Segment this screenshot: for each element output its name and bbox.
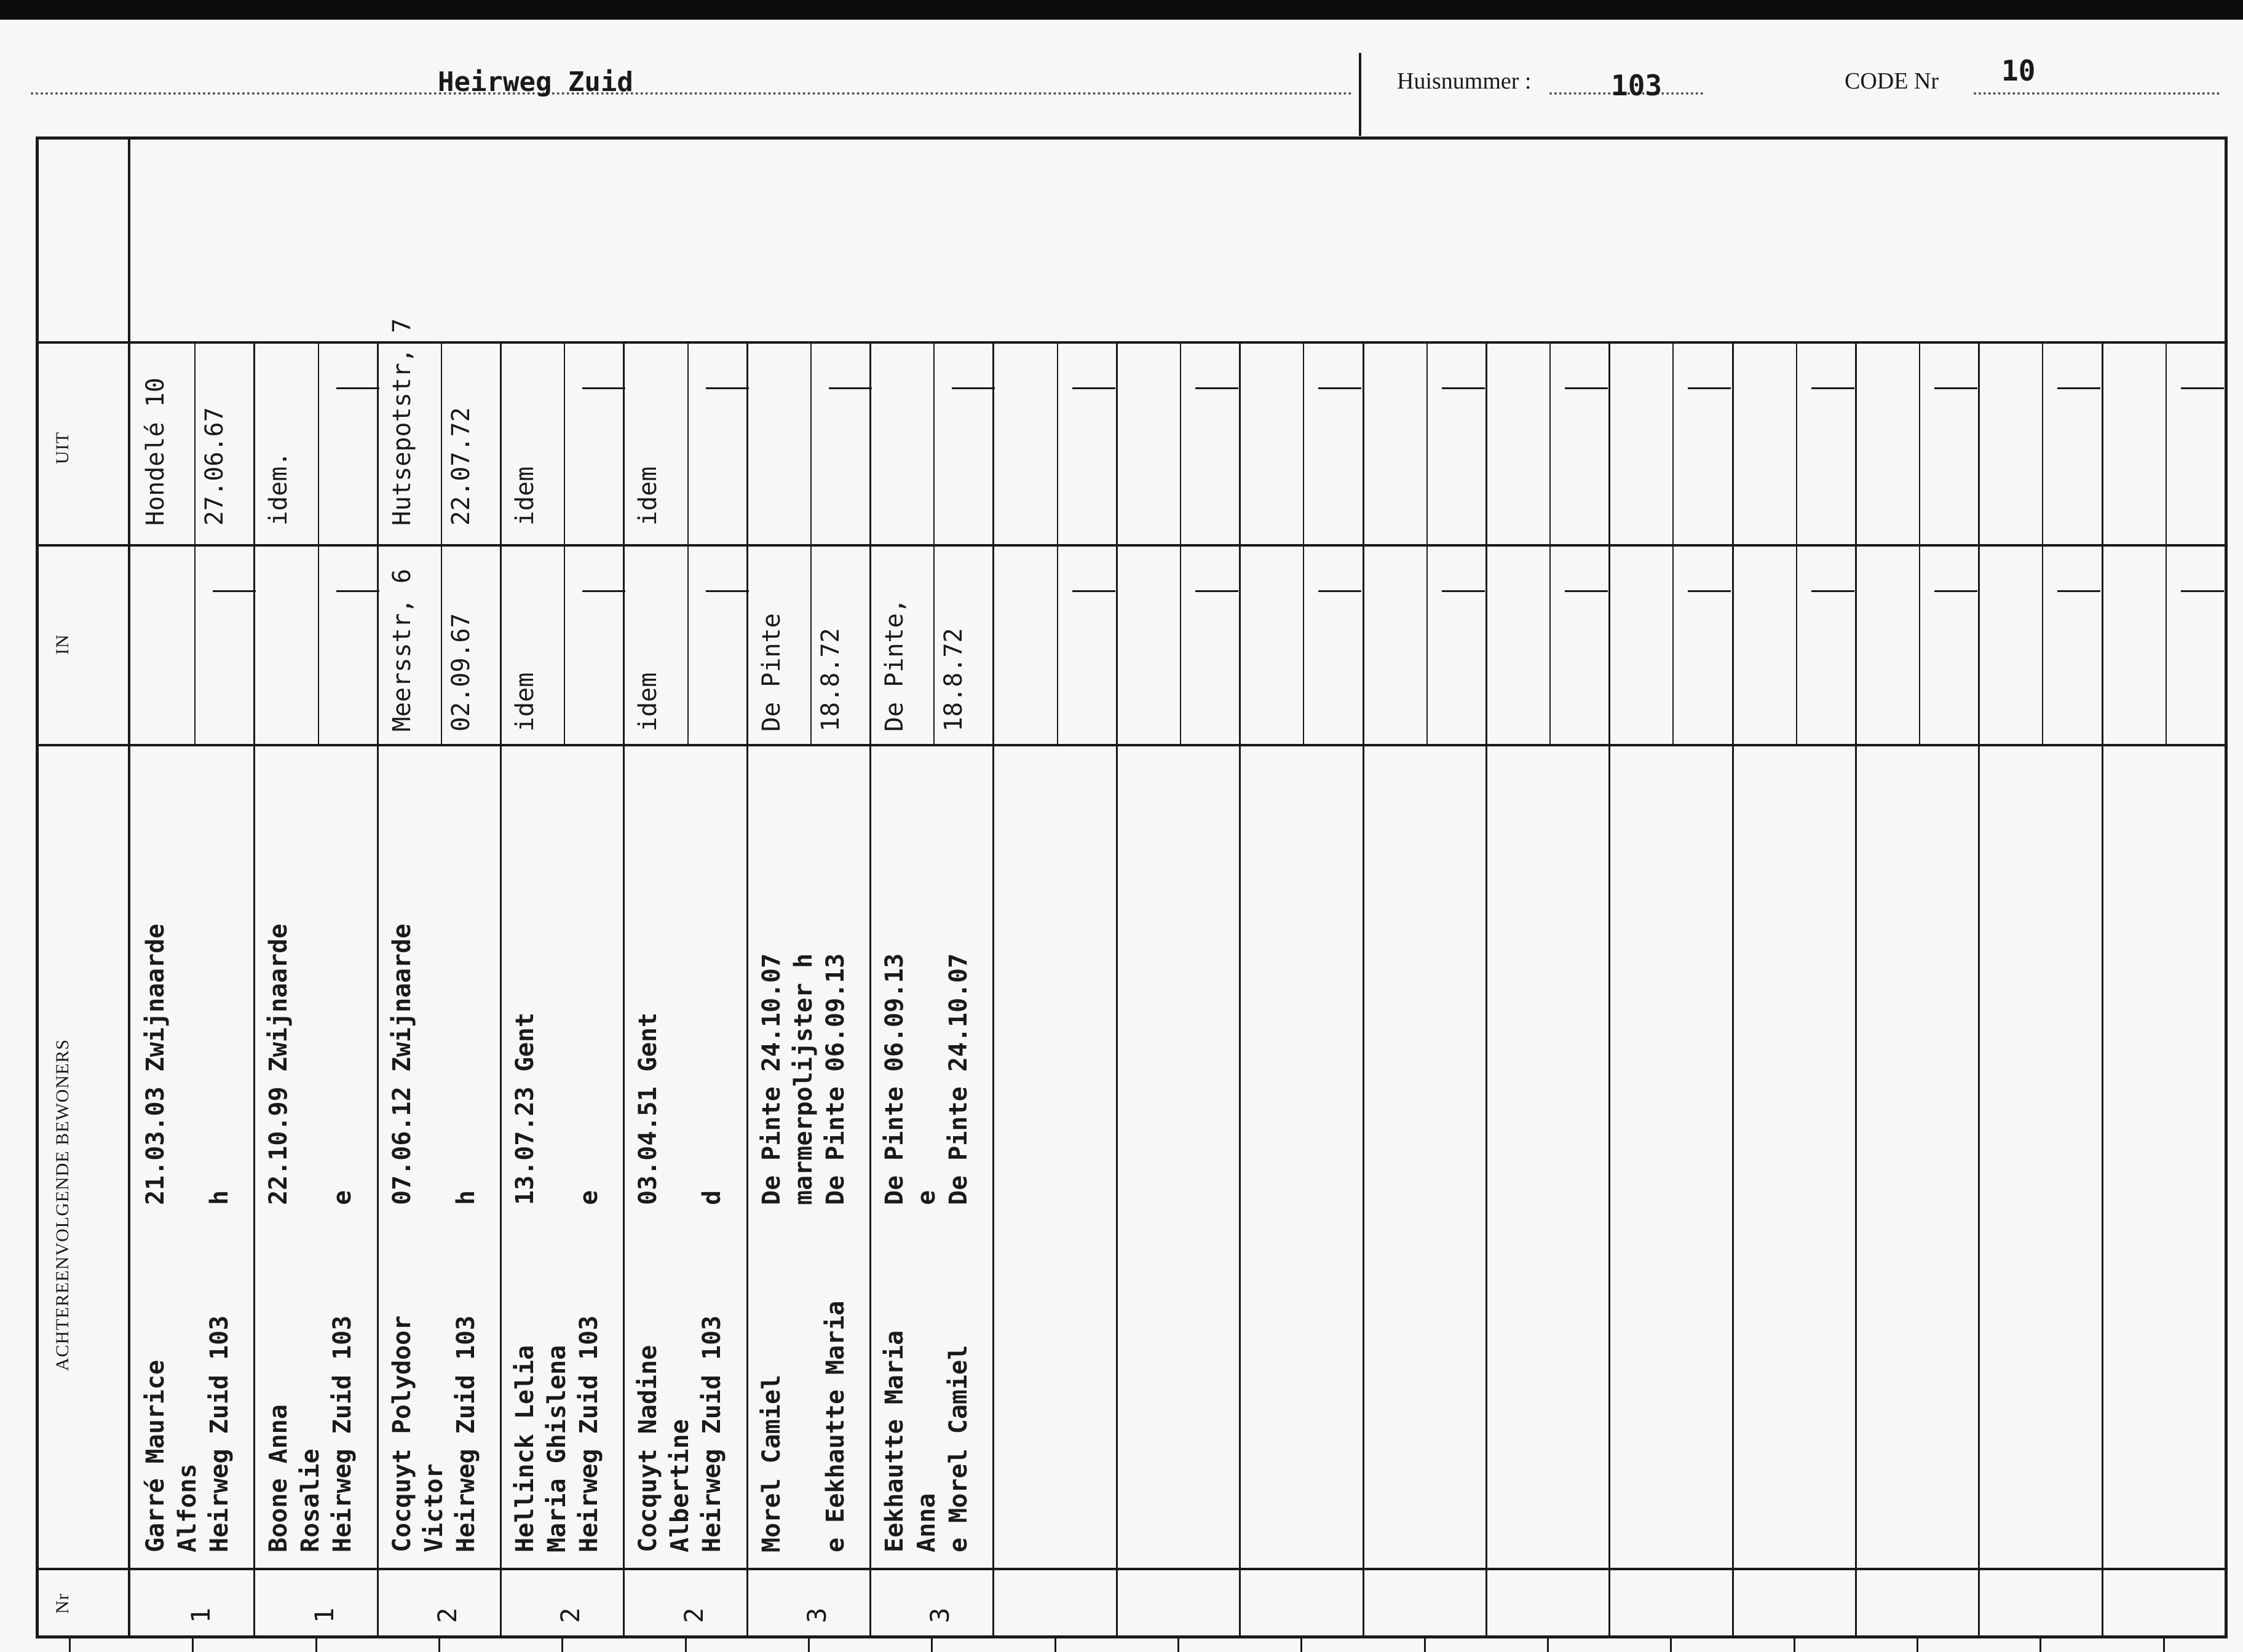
in-subdivider xyxy=(2042,544,2043,744)
resident-birth-line: De Pinte 06.09.13 xyxy=(821,953,850,1205)
uit-date: 27.06.67 xyxy=(200,407,229,526)
frame-bottom-border xyxy=(36,1635,2225,1638)
nr-top-divider xyxy=(36,1568,2225,1570)
resident-name-line: Hellinck Lelia xyxy=(511,1345,540,1552)
uit-subdivider xyxy=(1426,341,1428,544)
resident-birth-line: 07.06.12 Zwijnaarde xyxy=(387,923,416,1205)
in-subdivider xyxy=(687,544,689,744)
entry-number: 1 xyxy=(186,1607,216,1623)
uit-subdivider xyxy=(687,341,689,544)
uit-subdivider xyxy=(1549,341,1551,544)
in-subdivider xyxy=(1549,544,1551,744)
uit-empty-dash xyxy=(1811,387,1854,389)
huisnummer-label: Huisnummer : xyxy=(1397,68,1532,94)
bottom-tick xyxy=(1177,1638,1179,1652)
uit-empty-dash xyxy=(1934,387,1977,389)
uit-subdivider xyxy=(2042,341,2043,544)
in-place: Meersstr, 6 xyxy=(387,569,416,732)
column-divider xyxy=(1978,341,1980,1635)
in-empty-dash xyxy=(706,590,749,592)
in-empty-dash xyxy=(1318,590,1361,592)
in-subdivider xyxy=(810,544,812,744)
in-subdivider xyxy=(1180,544,1181,744)
bottom-tick xyxy=(438,1638,440,1652)
uit-empty-dash xyxy=(706,387,749,389)
uit-subdivider xyxy=(810,341,812,544)
bottom-tick xyxy=(561,1638,563,1652)
column-divider xyxy=(377,341,379,1635)
uit-empty-dash xyxy=(952,387,995,389)
uit-empty-dash xyxy=(1318,387,1361,389)
uit-subdivider xyxy=(564,341,565,544)
resident-birth-line: 03.04.51 Gent xyxy=(634,1012,663,1205)
uit-empty-dash xyxy=(1442,387,1485,389)
resident-name-line: e Morel Camiel xyxy=(944,1345,973,1552)
resident-name-line: Garré Maurice xyxy=(141,1359,170,1552)
column-divider xyxy=(1485,341,1487,1635)
section-label-uit: UIT xyxy=(52,432,73,464)
uit-subdivider xyxy=(441,341,442,544)
section-label-bewoners: ACHTEREENVOLGENDE BEWONERS xyxy=(52,1038,73,1371)
uit-place: Hutsepotstr, 7 xyxy=(387,318,416,526)
resident-name-line: Cocquyt Nadine xyxy=(634,1345,663,1552)
resident-birth-line: d xyxy=(698,1190,727,1205)
resident-name-line: e Eekhautte Maria xyxy=(821,1300,850,1552)
bottom-tick xyxy=(1670,1638,1672,1652)
uit-subdivider xyxy=(1180,341,1181,544)
in-subdivider xyxy=(318,544,319,744)
resident-birth-line: De Pinte 24.10.07 xyxy=(944,953,973,1205)
uit-empty-dash xyxy=(582,387,625,389)
in-subdivider xyxy=(1672,544,1674,744)
column-divider xyxy=(623,341,625,1635)
resident-name-line: Victor xyxy=(419,1463,448,1552)
in-subdivider xyxy=(194,544,196,744)
resident-birth-line: 21.03.03 Zwijnaarde xyxy=(141,923,170,1205)
entry-number: 2 xyxy=(678,1607,709,1623)
uit-empty-dash xyxy=(2057,387,2100,389)
in-empty-dash xyxy=(2181,590,2224,592)
street-name: Heirweg Zuid xyxy=(438,66,633,98)
in-date: 18.8.72 xyxy=(816,628,845,732)
in-subdivider xyxy=(1426,544,1428,744)
entry-number: 2 xyxy=(555,1607,586,1623)
entry-number: 3 xyxy=(801,1607,832,1623)
in-empty-dash xyxy=(1565,590,1608,592)
uit-subdivider xyxy=(1303,341,1304,544)
section-label-in: IN xyxy=(52,634,73,655)
column-divider xyxy=(2102,341,2103,1635)
in-place: idem xyxy=(634,672,663,732)
bottom-tick xyxy=(685,1638,687,1652)
resident-birth-line: e xyxy=(575,1190,604,1205)
resident-birth-line: h xyxy=(205,1190,234,1205)
header-divider xyxy=(1359,53,1361,136)
resident-birth-line: 22.10.99 Zwijnaarde xyxy=(264,923,293,1205)
in-date: 18.8.72 xyxy=(940,628,968,732)
in-place: De Pinte xyxy=(757,613,786,732)
bottom-tick xyxy=(1547,1638,1549,1652)
uit-subdivider xyxy=(318,341,319,544)
scan-top-border xyxy=(0,0,2243,20)
in-empty-dash xyxy=(1811,590,1854,592)
in-empty-dash xyxy=(2057,590,2100,592)
resident-birth-line: e xyxy=(328,1190,357,1205)
uit-empty-dash xyxy=(1072,387,1115,389)
resident-name-line: Cocquyt Polydoor xyxy=(387,1315,416,1552)
uit-empty-dash xyxy=(2181,387,2224,389)
uit-empty-dash xyxy=(829,387,872,389)
frame-top-border xyxy=(36,136,2225,140)
section-label-nr: Nr xyxy=(52,1593,73,1614)
street-dotted-line xyxy=(31,92,1353,95)
in-empty-dash xyxy=(1195,590,1238,592)
resident-birth-line: 13.07.23 Gent xyxy=(511,1012,540,1205)
uit-empty-dash xyxy=(336,387,379,389)
bottom-tick xyxy=(69,1638,71,1652)
resident-birth-line: De Pinte 24.10.07 xyxy=(757,953,786,1205)
in-top-divider xyxy=(36,544,2225,547)
label-column-divider xyxy=(128,136,130,1635)
uit-place: idem xyxy=(634,466,663,526)
in-subdivider xyxy=(933,544,935,744)
resident-name-line: Heirweg Zuid 103 xyxy=(451,1315,480,1552)
resident-birth-line: marmerpolijster h xyxy=(789,953,818,1205)
bottom-tick xyxy=(1300,1638,1302,1652)
bottom-tick xyxy=(192,1638,194,1652)
in-empty-dash xyxy=(1442,590,1485,592)
uit-empty-dash xyxy=(1195,387,1238,389)
uit-subdivider xyxy=(1057,341,1058,544)
entry-number: 2 xyxy=(432,1607,462,1623)
uit-subdivider xyxy=(194,341,196,544)
uit-subdivider xyxy=(1672,341,1674,544)
uit-empty-dash xyxy=(1688,387,1731,389)
code-value: 10 xyxy=(2001,54,2036,87)
bottom-tick xyxy=(808,1638,810,1652)
resident-birth-line: De Pinte 06.09.13 xyxy=(880,953,909,1205)
uit-place: idem xyxy=(511,466,540,526)
uit-subdivider xyxy=(1919,341,1920,544)
resident-name-line: Morel Camiel xyxy=(757,1375,786,1552)
column-divider xyxy=(1363,341,1364,1635)
column-divider xyxy=(746,341,748,1635)
in-subdivider xyxy=(564,544,565,744)
column-divider xyxy=(992,341,994,1635)
uit-empty-dash xyxy=(1565,387,1608,389)
in-empty-dash xyxy=(1072,590,1115,592)
huisnummer-value: 103 xyxy=(1611,69,1663,102)
in-date: 02.09.67 xyxy=(446,613,475,732)
bottom-tick xyxy=(1054,1638,1056,1652)
resident-name-line: Maria Ghislena xyxy=(543,1345,572,1552)
resident-name-line: Anna xyxy=(912,1493,941,1552)
resident-name-line: Boone Anna xyxy=(264,1404,293,1552)
in-subdivider xyxy=(1303,544,1304,744)
bewoners-top-divider xyxy=(36,744,2225,746)
bottom-tick xyxy=(1794,1638,1795,1652)
resident-name-line: Heirweg Zuid 103 xyxy=(205,1315,234,1552)
uit-top-divider xyxy=(36,341,2225,344)
bottom-tick xyxy=(315,1638,317,1652)
bottom-tick xyxy=(1424,1638,1426,1652)
resident-birth-line: e xyxy=(912,1190,941,1205)
column-divider xyxy=(253,341,255,1635)
in-empty-dash xyxy=(1688,590,1731,592)
code-dotted-line xyxy=(1974,92,2220,95)
in-subdivider xyxy=(1919,544,1920,744)
column-divider xyxy=(869,341,871,1635)
resident-name-line: Heirweg Zuid 103 xyxy=(575,1315,604,1552)
entry-number: 3 xyxy=(925,1607,955,1623)
column-divider xyxy=(1239,341,1241,1635)
in-place: De Pinte, xyxy=(880,598,909,732)
in-subdivider xyxy=(1796,544,1797,744)
resident-name-line: Heirweg Zuid 103 xyxy=(698,1315,727,1552)
uit-subdivider xyxy=(2166,341,2167,544)
in-empty-dash xyxy=(213,590,256,592)
uit-subdivider xyxy=(933,341,935,544)
uit-subdivider xyxy=(1796,341,1797,544)
column-divider xyxy=(1732,341,1734,1635)
bottom-tick xyxy=(2163,1638,2165,1652)
code-label: CODE Nr xyxy=(1845,68,1939,94)
entry-number: 1 xyxy=(309,1607,339,1623)
bottom-tick xyxy=(1917,1638,1918,1652)
resident-name-line: Eekhautte Maria xyxy=(880,1330,909,1552)
bottom-tick xyxy=(2039,1638,2041,1652)
uit-date: 22.07.72 xyxy=(446,407,475,526)
frame-right-border xyxy=(2225,136,2228,1638)
uit-place: idem. xyxy=(264,451,293,526)
column-divider xyxy=(1608,341,1610,1635)
in-empty-dash xyxy=(582,590,625,592)
resident-name-line: Rosalie xyxy=(296,1448,325,1552)
column-divider xyxy=(1855,341,1857,1635)
in-subdivider xyxy=(1057,544,1058,744)
resident-name-line: Heirweg Zuid 103 xyxy=(328,1315,357,1552)
resident-name-line: Albertine xyxy=(666,1419,695,1552)
in-empty-dash xyxy=(336,590,379,592)
in-subdivider xyxy=(441,544,442,744)
in-empty-dash xyxy=(1934,590,1977,592)
resident-birth-line: h xyxy=(451,1190,480,1205)
uit-place: Hondelé 10 xyxy=(141,377,170,526)
frame-left-border xyxy=(36,136,39,1638)
column-divider xyxy=(500,341,502,1635)
in-subdivider xyxy=(2166,544,2167,744)
in-place: idem xyxy=(511,672,540,732)
resident-name-line: Alfons xyxy=(173,1463,202,1552)
bottom-tick xyxy=(931,1638,933,1652)
column-divider xyxy=(1116,341,1118,1635)
